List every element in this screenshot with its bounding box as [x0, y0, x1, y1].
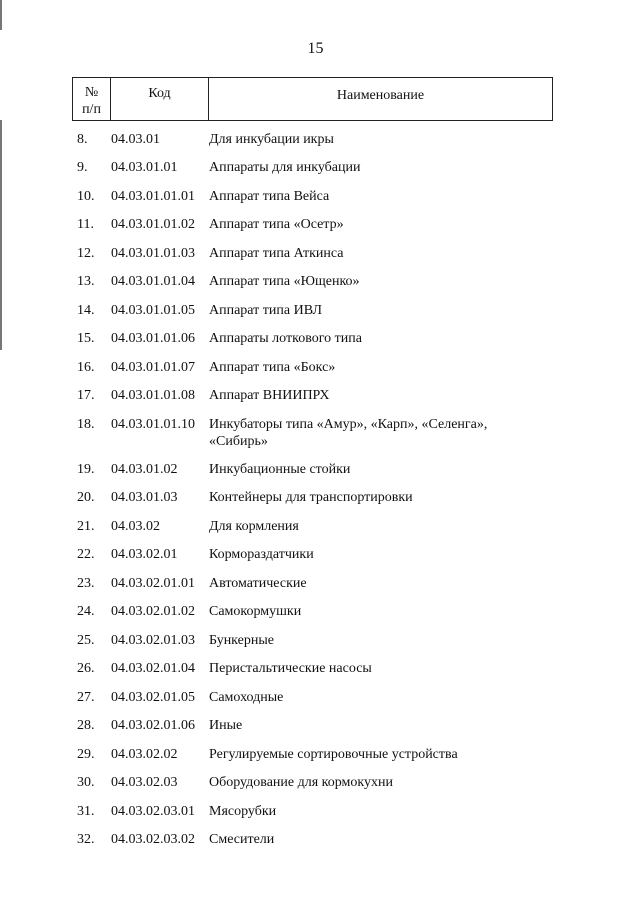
row-name: Самоходные [209, 690, 284, 705]
row-name: Аппарат типа Аткинса [209, 246, 344, 261]
row-code: 04.03.01.01.07 [111, 360, 195, 375]
row-name: Инкубационные стойки [209, 462, 351, 477]
row-code: 04.03.01.03 [111, 490, 178, 505]
row-number: 12. [77, 246, 95, 261]
column-header-number-line1: № [84, 85, 99, 100]
row-code: 04.03.01.01.02 [111, 217, 195, 232]
row-name: Оборудование для кормокухни [209, 775, 394, 790]
row-number: 27. [77, 690, 95, 705]
row-number: 14. [77, 303, 95, 318]
row-code: 04.03.02.03.02 [111, 832, 195, 847]
row-number: 30. [77, 775, 95, 790]
row-code: 04.03.01.01.03 [111, 246, 195, 261]
row-code: 04.03.01.01.08 [111, 388, 195, 403]
row-code: 04.03.02.03.01 [111, 804, 195, 819]
row-name: Контейнеры для транспортировки [209, 490, 413, 505]
row-number: 31. [77, 804, 95, 819]
row-code: 04.03.01.02 [111, 462, 178, 477]
row-number: 29. [77, 747, 95, 762]
row-code: 04.03.02.01.01 [111, 576, 195, 591]
row-code: 04.03.01 [111, 132, 160, 147]
row-code: 04.03.02.01.04 [111, 661, 195, 676]
row-number: 18. [77, 417, 95, 432]
row-code: 04.03.01.01.05 [111, 303, 195, 318]
row-name: Аппарат типа «Ющенко» [209, 274, 360, 289]
table-header [72, 77, 553, 121]
row-name: Аппарат типа ИВЛ [209, 303, 323, 318]
row-code: 04.03.02.01.02 [111, 604, 195, 619]
row-name: Для кормления [209, 519, 299, 534]
row-number: 20. [77, 490, 95, 505]
row-number: 24. [77, 604, 95, 619]
row-code: 04.03.02.01.05 [111, 690, 195, 705]
row-number: 23. [77, 576, 95, 591]
row-code: 04.03.02.02 [111, 747, 178, 762]
row-name: Автоматические [209, 576, 307, 591]
row-number: 26. [77, 661, 95, 676]
row-number: 32. [77, 832, 95, 847]
row-name: Самокормушки [209, 604, 302, 619]
row-number: 15. [77, 331, 95, 346]
row-number: 28. [77, 718, 95, 733]
row-code: 04.03.02.03 [111, 775, 178, 790]
row-number: 21. [77, 519, 95, 534]
row-code: 04.03.01.01.01 [111, 189, 195, 204]
row-number: 16. [77, 360, 95, 375]
row-code: 04.03.01.01.10 [111, 417, 195, 432]
row-name: Смесители [209, 832, 275, 847]
column-header-name: Наименование [336, 88, 425, 103]
row-name: Аппарат типа «Осетр» [209, 217, 344, 232]
column-header-number [73, 78, 111, 120]
row-name: Для инкубации икры [209, 132, 334, 147]
row-name: Аппарат типа «Бокс» [209, 360, 336, 375]
row-name: Аппарат ВНИИПРХ [209, 388, 330, 403]
row-number: 11. [77, 217, 94, 232]
row-name: Аппараты для инкубации [209, 160, 361, 175]
row-name: Мясорубки [209, 804, 277, 819]
scan-edge-mark [0, 120, 2, 350]
row-number: 13. [77, 274, 95, 289]
row-name: Кормораздатчики [209, 547, 314, 562]
row-code: 04.03.02.01.06 [111, 718, 195, 733]
row-code: 04.03.01.01 [111, 160, 178, 175]
row-number: 19. [77, 462, 95, 477]
row-number: 25. [77, 633, 95, 648]
scan-edge-mark [0, 0, 2, 30]
row-code: 04.03.02.01 [111, 547, 178, 562]
row-number: 17. [77, 388, 95, 403]
page-number: 15 [307, 40, 324, 57]
row-name: Аппараты лоткового типа [209, 331, 362, 346]
row-number: 8. [77, 132, 88, 147]
row-name: Инкубаторы типа «Амур», «Карп», «Селенга», «Сибирь» [209, 417, 488, 449]
row-code: 04.03.02 [111, 519, 160, 534]
row-number: 10. [77, 189, 95, 204]
row-number: 9. [77, 160, 88, 175]
row-name: Иные [209, 718, 243, 733]
row-code: 04.03.02.01.03 [111, 633, 195, 648]
row-code: 04.03.01.01.06 [111, 331, 195, 346]
row-number: 22. [77, 547, 95, 562]
row-name: Бункерные [209, 633, 274, 648]
row-name: Регулируемые сортировочные устройства [209, 747, 458, 762]
column-header-code: Код [111, 78, 209, 120]
row-code: 04.03.01.01.04 [111, 274, 195, 289]
row-name: Перистальтические насосы [209, 661, 372, 676]
row-name: Аппарат типа Вейса [209, 189, 330, 204]
column-header-number-line2: п/п [82, 102, 101, 117]
